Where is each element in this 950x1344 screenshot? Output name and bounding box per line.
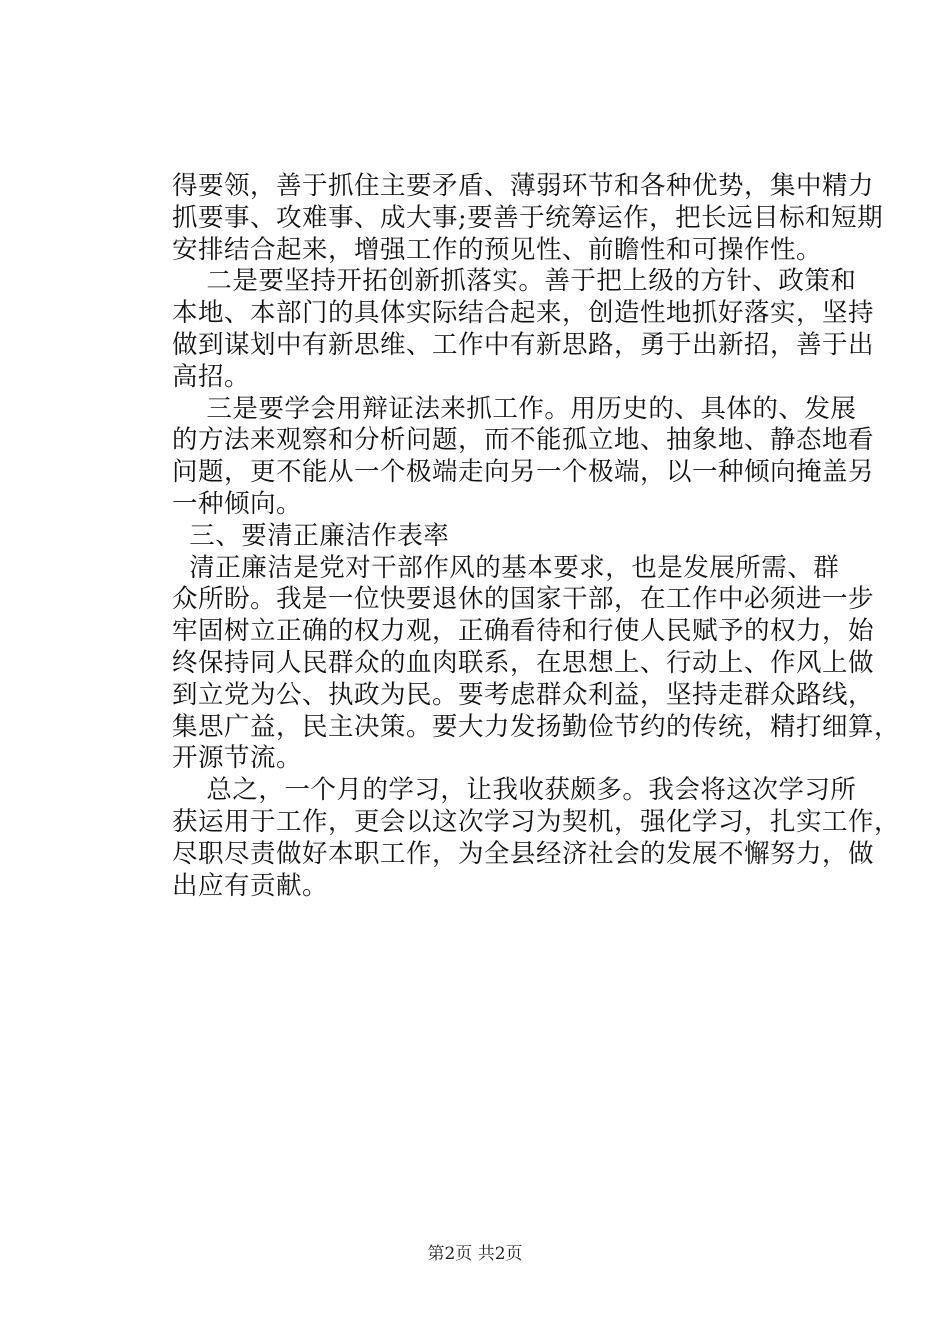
section-heading: 三、要清正廉洁作表率: [172, 520, 450, 551]
text-line: 获运用于工作，更会以这次学习为契机，强化学习，扎实工作，: [172, 806, 901, 837]
text-line: 出应有贡献。: [172, 870, 329, 901]
text-line: 三是要学会用辩证法来抓工作。用历史的、具体的、发展: [172, 393, 857, 424]
body-text: [172, 171, 901, 902]
text-line: 到立党为公、执政为民。要考虑群众利益，坚持走群众路线，: [172, 679, 875, 710]
page-number: 第2页 共2页: [427, 1244, 523, 1264]
text-line: 安排结合起来，增强工作的预见性、前瞻性和可操作性。: [172, 234, 823, 265]
text-line: 开源节流。: [172, 743, 303, 774]
text-line: 做到谋划中有新思维、工作中有新思路，勇于出新招，善于出: [172, 329, 875, 360]
text-line: 二是要坚持开拓创新抓落实。善于把上级的方针、政策和: [172, 266, 857, 297]
text-line: 得要领，善于抓住主要矛盾、薄弱环节和各种优势，集中精力: [172, 171, 875, 201]
text-line: 总之，一个月的学习，让我收获颇多。我会将这次学习所: [172, 775, 857, 806]
text-line: 牢固树立正确的权力观，正确看待和行使人民赋予的权力，始: [172, 616, 875, 647]
text-line: 抓要事、攻难事、成大事;要善于统筹运作，把长远目标和短期: [172, 202, 884, 233]
text-line: 高招。: [172, 361, 251, 392]
text-line: 一种倾向。: [172, 488, 303, 519]
text-line: 终保持同人民群众的血肉联系，在思想上、行动上、作风上做: [172, 647, 875, 678]
text-line: 集思广益，民主决策。要大力发扬勤俭节约的传统，精打细算，: [172, 711, 901, 742]
text-line: 本地、本部门的具体实际结合起来，创造性地抓好落实，坚持: [172, 298, 875, 329]
text-line: 众所盼。我是一位快要退休的国家干部，在工作中必须进一步: [172, 584, 875, 615]
text-line: 问题，更不能从一个极端走向另一个极端，以一种倾向掩盖另: [172, 457, 875, 488]
text-line: 的方法来观察和分析问题，而不能孤立地、抽象地、静态地看: [172, 425, 875, 456]
text-line: 尽职尽责做好本职工作，为全县经济社会的发展不懈努力，做: [172, 838, 875, 869]
text-line: 清正廉洁是党对干部作风的基本要求，也是发展所需、群: [172, 552, 840, 583]
